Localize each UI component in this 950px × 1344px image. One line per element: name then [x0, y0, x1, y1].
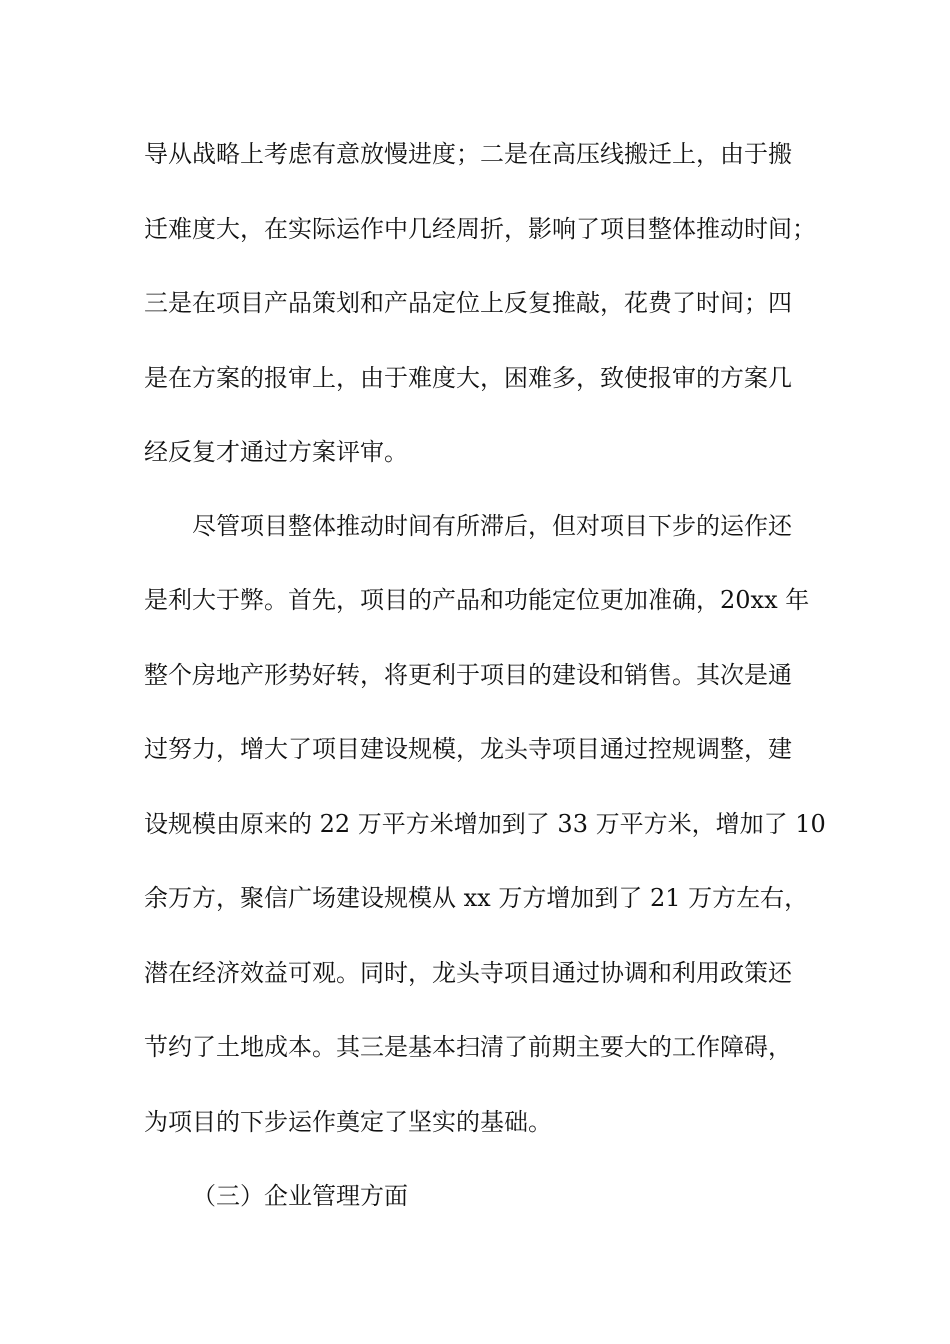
paragraph-2-line-7: 潜在经济效益可观。同时，龙头寺项目通过协调和利用政策还: [144, 959, 792, 987]
paragraph-2-line-3: 整个房地产形势好转，将更利于项目的建设和销售。其次是通: [144, 661, 792, 689]
paragraph-2-line-6: 余万方，聚信广场建设规模从 xx 万方增加到了 21 万方左右，: [144, 884, 809, 912]
paragraph-1-line-5: 经反复才通过方案评审。: [144, 438, 408, 466]
paragraph-2-line-5: 设规模由原来的 22 万平方米增加到了 33 万平方米，增加了 10: [144, 810, 826, 838]
paragraph-1-line-2: 迁难度大，在实际运作中几经周折，影响了项目整体推动时间；: [144, 215, 816, 243]
paragraph-1-line-4: 是在方案的报审上，由于难度大，困难多，致使报审的方案几: [144, 364, 792, 392]
paragraph-2-line-2: 是利大于弊。首先，项目的产品和功能定位更加准确，20xx 年: [144, 586, 810, 614]
paragraph-2-line-1: 尽管项目整体推动时间有所滞后，但对项目下步的运作还: [192, 512, 792, 540]
paragraph-2-line-4: 过努力，增大了项目建设规模，龙头寺项目通过控规调整，建: [144, 735, 792, 763]
paragraph-2-line-9: 为项目的下步运作奠定了坚实的基础。: [144, 1108, 552, 1136]
paragraph-1-line-1: 导从战略上考虑有意放慢进度；二是在高压线搬迁上，由于搬: [144, 140, 792, 168]
paragraph-2-line-8: 节约了土地成本。其三是基本扫清了前期主要大的工作障碍，: [144, 1033, 792, 1061]
section-heading: （三）企业管理方面: [192, 1182, 408, 1210]
paragraph-1-line-3: 三是在项目产品策划和产品定位上反复推敲，花费了时间；四: [144, 289, 792, 317]
